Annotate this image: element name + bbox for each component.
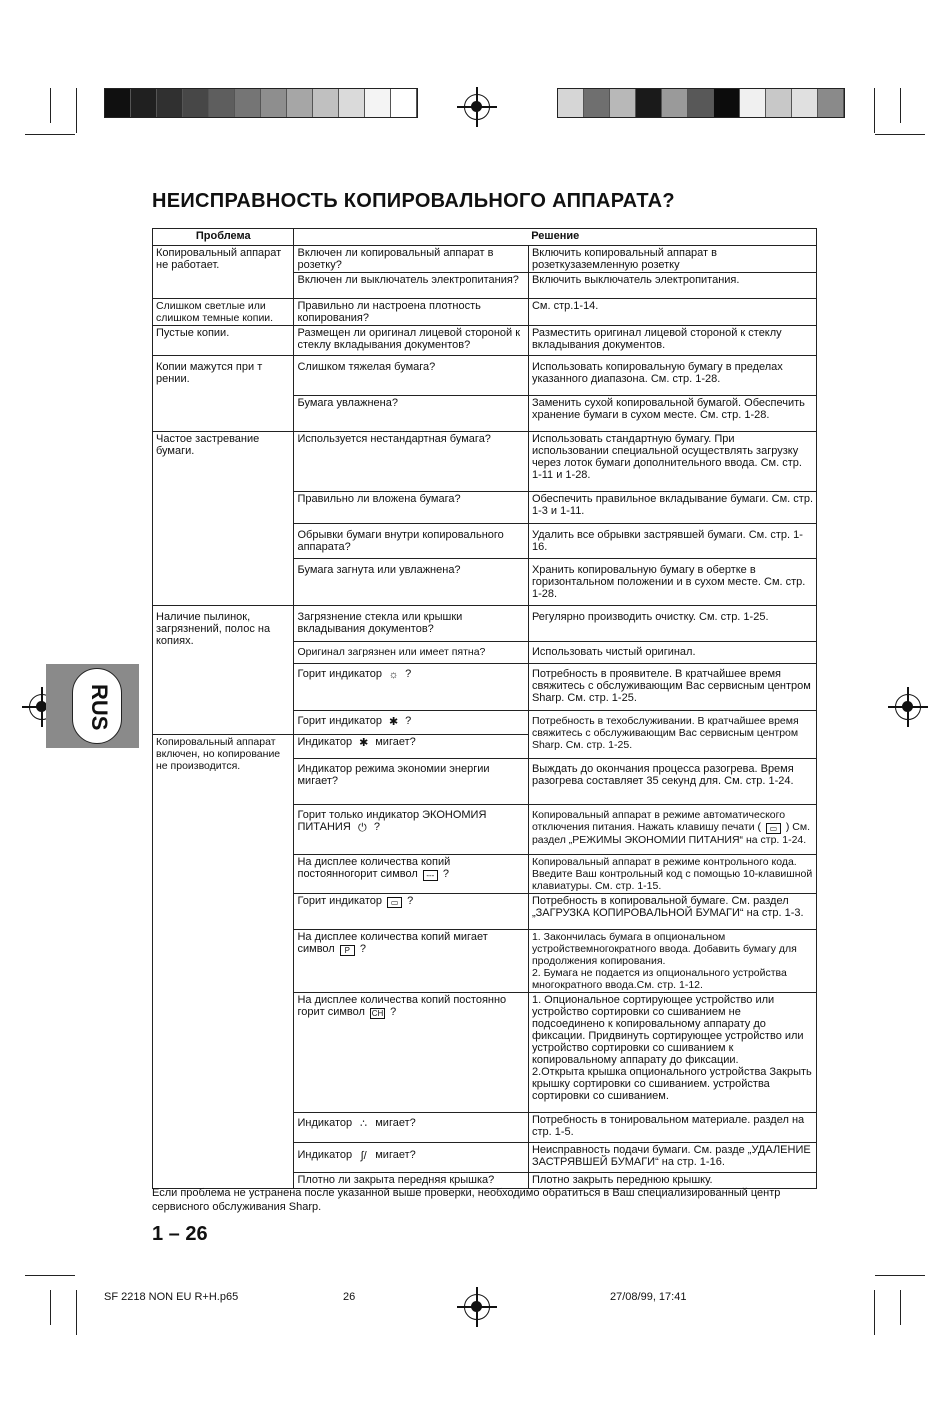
- color-calibration-bar-left: [104, 88, 418, 118]
- action-cell: Потребность в копировальной бумаге. См. раздел „ЗАГРУЗКА КОПИРОВАЛЬНОЙ БУМАГИ“ на стр. 1-3.: [528, 894, 816, 930]
- action-cell: Регулярно производить очистку. См. стр. 1-25.: [528, 606, 816, 642]
- problem-cell: Слишком светлые или слишком темные копии.: [153, 299, 294, 326]
- crop-mark: [76, 88, 77, 133]
- check-text: Индикатор: [297, 1117, 353, 1129]
- check-text: Горит индикатор: [297, 895, 383, 907]
- color-swatch: [131, 89, 157, 117]
- action-cell: Потребность в тонировальном материале. раздел на стр. 1-5.: [528, 1113, 816, 1143]
- check-text: ?: [359, 943, 366, 955]
- action-cell: Удалить все обрывки застрявшей бумаги. См. стр. 1-16.: [528, 524, 816, 559]
- check-cell: Оригинал загрязнен или имеет пятна?: [294, 642, 528, 664]
- check-cell: Индикатор режима экономии энергии мигает?: [294, 759, 528, 805]
- action-cell: См. стр.1-14.: [528, 299, 816, 326]
- action-cell: Использовать стандартную бумагу. При использовании специальной осуществлять загрузку через лоток бумаги дополнительного ввода. См. стр. 1-11 и 1-28.: [528, 432, 816, 492]
- check-cell: Загрязнение стекла или крышки вкладывания документов?: [294, 606, 528, 642]
- check-cell: Включен ли копировальный аппарат в розетку?: [294, 246, 528, 273]
- check-text: ?: [442, 868, 450, 880]
- registration-mark-icon: [464, 94, 490, 120]
- color-swatch: [183, 89, 209, 117]
- action-cell: Потребность в проявителе. В кратчайшее время свяжитесь с обслуживающим Вас сервисным центром Sharp. См. стр. 1-25.: [528, 664, 816, 711]
- color-swatch: [261, 89, 287, 117]
- action-cell: Обеспечить правильное вкладывание бумаги. См. стр. 1-3 и 1-11.: [528, 492, 816, 524]
- action-cell: Использовать чистый оригинал.: [528, 642, 816, 664]
- table-row: [153, 356, 817, 396]
- check-text: Горит только индикатор ЭКОНОМИЯ ПИТАНИЯ: [297, 809, 487, 833]
- check-text: мигает?: [375, 736, 416, 748]
- check-cell: Слишком тяжелая бумага?: [294, 356, 528, 396]
- action-list-item: 2. Бумага не подается из опционального устройства многократного ввода.См. стр. 1-12.: [531, 967, 787, 991]
- action-cell: Включить выключатель электропитания.: [528, 273, 816, 299]
- action-text: ) См. раздел „РЕЖИМЫ ЭКОНОМИИ ПИТАНИЯ“ на стр. 1-24.: [531, 821, 810, 846]
- color-swatch: [714, 89, 740, 117]
- problem-cell: Копировальный аппарат не работает.: [153, 246, 294, 299]
- crop-mark: [25, 134, 75, 135]
- check-text: мигает?: [375, 1149, 416, 1161]
- color-swatch: [610, 89, 636, 117]
- check-cell: [294, 711, 528, 735]
- check-cell: Плотно ли закрыта передняя крышка?: [294, 1173, 528, 1189]
- check-text: ?: [407, 895, 414, 907]
- table-row: [153, 606, 817, 642]
- check-cell: [294, 805, 528, 855]
- color-swatch: [339, 89, 365, 117]
- color-swatch: [391, 89, 417, 117]
- color-swatch: [792, 89, 818, 117]
- check-text: Горит индикатор: [297, 668, 383, 680]
- color-swatch: [688, 89, 714, 117]
- check-text: Индикатор: [297, 736, 353, 748]
- check-cell: [294, 993, 528, 1113]
- check-text: На дисплее количества копий мигает символ: [297, 931, 488, 955]
- color-swatch: [662, 89, 688, 117]
- color-swatch: [313, 89, 339, 117]
- developer-icon: ☼: [388, 669, 399, 681]
- action-cell: [528, 930, 816, 993]
- maintenance-icon: ✱: [389, 716, 399, 728]
- action-cell: Использовать копировальную бумагу в пределах указанного диапазона. См. стр. 1-28.: [528, 356, 816, 396]
- tray-symbol-icon: P: [340, 945, 355, 956]
- check-text: ?: [405, 715, 412, 727]
- action-text: Копировальный аппарат в режиме автоматического отключения питания. Нажать клавишу печати (: [531, 809, 786, 833]
- check-cell: [294, 930, 528, 993]
- problem-cell: Наличие пылинок, загрязнений, полос на копиях.: [153, 606, 294, 735]
- page-number: 1 – 26: [152, 1223, 208, 1245]
- action-cell: [528, 993, 816, 1113]
- color-swatch: [818, 89, 844, 117]
- color-swatch: [287, 89, 313, 117]
- action-cell: Разместить оригинал лицевой стороной к стеклу вкладывания документов.: [528, 326, 816, 356]
- check-cell: Используется нестандартная бумага?: [294, 432, 528, 492]
- check-cell: Размещен ли оригинал лицевой стороной к стеклу вкладывания документов?: [294, 326, 528, 356]
- table-row: [153, 246, 817, 273]
- problem-cell: Копировальный аппарат включен, но копирование не производится.: [153, 735, 294, 1189]
- action-cell: Заменить сухой копировальной бумагой. Обеспечить хранение бумаги в сухом месте. См. стр. 1-28.: [528, 396, 816, 432]
- crop-mark: [50, 1290, 51, 1325]
- table-row: [153, 326, 817, 356]
- check-text: Индикатор: [297, 1149, 353, 1161]
- column-header-solution: Решение: [294, 229, 817, 246]
- color-swatch: [235, 89, 261, 117]
- troubleshooting-table: [152, 228, 817, 1189]
- column-header-problem: Проблема: [153, 229, 294, 246]
- problem-cell: Копии мажутся при т рении.: [153, 356, 294, 432]
- misfeed-icon: ∫/: [360, 1150, 367, 1162]
- check-text: Горит индикатор: [297, 715, 383, 727]
- check-cell: Правильно ли настроена плотность копирования?: [294, 299, 528, 326]
- check-cell: Бумага загнута или увлажнена?: [294, 559, 528, 606]
- action-list-item: 2.Открыта крышка опционального устройства Закрыть крышку сортировки со сшиванием. устройства сортировки со сшиванием.: [531, 1066, 812, 1102]
- crop-mark: [875, 1275, 925, 1276]
- check-text: ?: [405, 668, 412, 680]
- paper-icon: ▭: [387, 897, 402, 908]
- crop-mark: [874, 1290, 875, 1335]
- check-cell: [294, 1143, 528, 1173]
- check-text: На дисплее количества копий постоянногорит символ: [297, 856, 451, 880]
- check-text: ?: [390, 1006, 397, 1018]
- action-cell: Плотно закрыть переднюю крышку.: [528, 1173, 816, 1189]
- power-icon: ⏻: [358, 822, 367, 834]
- maintenance-icon: ✱: [359, 737, 369, 749]
- action-list-item: 1. Закончилась бумага в опциональном устройствемногократного ввода. Добавить бумагу для продолжения копирования.: [531, 931, 797, 967]
- registration-mark-icon: [895, 694, 921, 720]
- check-cell: Обрывки бумаги внутри копировального аппарата?: [294, 524, 528, 559]
- action-cell: Копировальный аппарат в режиме контрольного кода. Введите Ваш контрольный код с помощью 10-клавишной клавиатуры. См. стр. 1-15.: [528, 855, 816, 894]
- color-swatch: [766, 89, 792, 117]
- sorter-symbol-icon: CH: [371, 1009, 384, 1018]
- action-cell: Хранить копировальную бумагу в обертке в горизонтальном положении и в сухом месте. См. стр. 1-28.: [528, 559, 816, 606]
- check-cell: Правильно ли вложена бумага?: [294, 492, 528, 524]
- color-swatch: [365, 89, 391, 117]
- footer-page: 26: [343, 1291, 356, 1303]
- footer-datetime: 27/08/99, 17:41: [610, 1291, 687, 1303]
- check-cell: [294, 1113, 528, 1143]
- action-cell: Включить копировальный аппарат в розеткузаземленную розетку: [528, 246, 816, 273]
- color-swatch: [584, 89, 610, 117]
- registration-mark-icon: [464, 1294, 490, 1320]
- footer-filename: SF 2218 NON EU R+H.p65: [104, 1291, 239, 1303]
- color-swatch: [157, 89, 183, 117]
- crop-mark: [874, 88, 875, 133]
- color-swatch: [740, 89, 766, 117]
- problem-cell: Частое застревание бумаги.: [153, 432, 294, 606]
- page-title: НЕИСПРАВНОСТЬ КОПИРОВАЛЬНОГО АППАРАТА?: [152, 190, 675, 212]
- check-cell: Бумага увлажнена?: [294, 396, 528, 432]
- color-swatch: [209, 89, 235, 117]
- crop-mark: [900, 88, 901, 123]
- crop-mark: [875, 134, 925, 135]
- color-calibration-bar-right: [557, 88, 845, 118]
- check-text: ?: [373, 821, 381, 833]
- check-cell: Включен ли выключатель электропитания?: [294, 273, 528, 299]
- crop-mark: [25, 1275, 75, 1276]
- table-row: [153, 299, 817, 326]
- check-cell: [294, 664, 528, 711]
- crop-mark: [76, 1290, 77, 1335]
- color-swatch: [636, 89, 662, 117]
- check-cell: [294, 855, 528, 894]
- action-cell: Потребность в техобслуживании. В кратчайшее время свяжитесь с обслуживающим Вас сервисным центром Sharp. См. стр. 1-25.: [528, 711, 816, 759]
- action-cell: Неисправность подачи бумаги. См. разде „УДАЛЕНИЕ ЗАСТРЯВШЕЙ БУМАГИ“ на стр. 1-16.: [528, 1143, 816, 1173]
- control-code-icon: ---: [423, 870, 438, 881]
- footnote: Если проблема не устранена после указанной выше проверки, необходимо обратиться в Ваш специализированный центр сервисного обслуживания Sharp.: [152, 1187, 781, 1213]
- check-text: мигает?: [375, 1117, 416, 1129]
- crop-mark: [50, 88, 51, 123]
- table-row: [153, 432, 817, 492]
- toner-icon: ∴: [360, 1118, 368, 1130]
- language-tab-label: RUS: [87, 684, 112, 731]
- action-cell: Выждать до окончания процесса разогрева. Время разогрева составляет 35 секунд для. См. стр. 1-24.: [528, 759, 816, 805]
- check-cell: [294, 894, 528, 930]
- color-swatch: [558, 89, 584, 117]
- check-text: На дисплее количества копий постоянно горит символ: [297, 994, 507, 1018]
- check-cell: [294, 735, 528, 759]
- color-swatch: [105, 89, 131, 117]
- action-list-item: 1. Опциональное сортирующее устройство или устройство сортировки со сшиванием не подсоединено к копировальному аппарату до фиксации. Придвинуть сортирующее устройство или устройство сортировки со сшиванием к копировальному аппарату до фиксации.: [531, 994, 804, 1066]
- table-header-row: [153, 229, 817, 246]
- problem-cell: Пустые копии.: [153, 326, 294, 356]
- crop-mark: [900, 1290, 901, 1325]
- action-cell: [528, 805, 816, 855]
- print-key-icon: ▭: [766, 823, 781, 834]
